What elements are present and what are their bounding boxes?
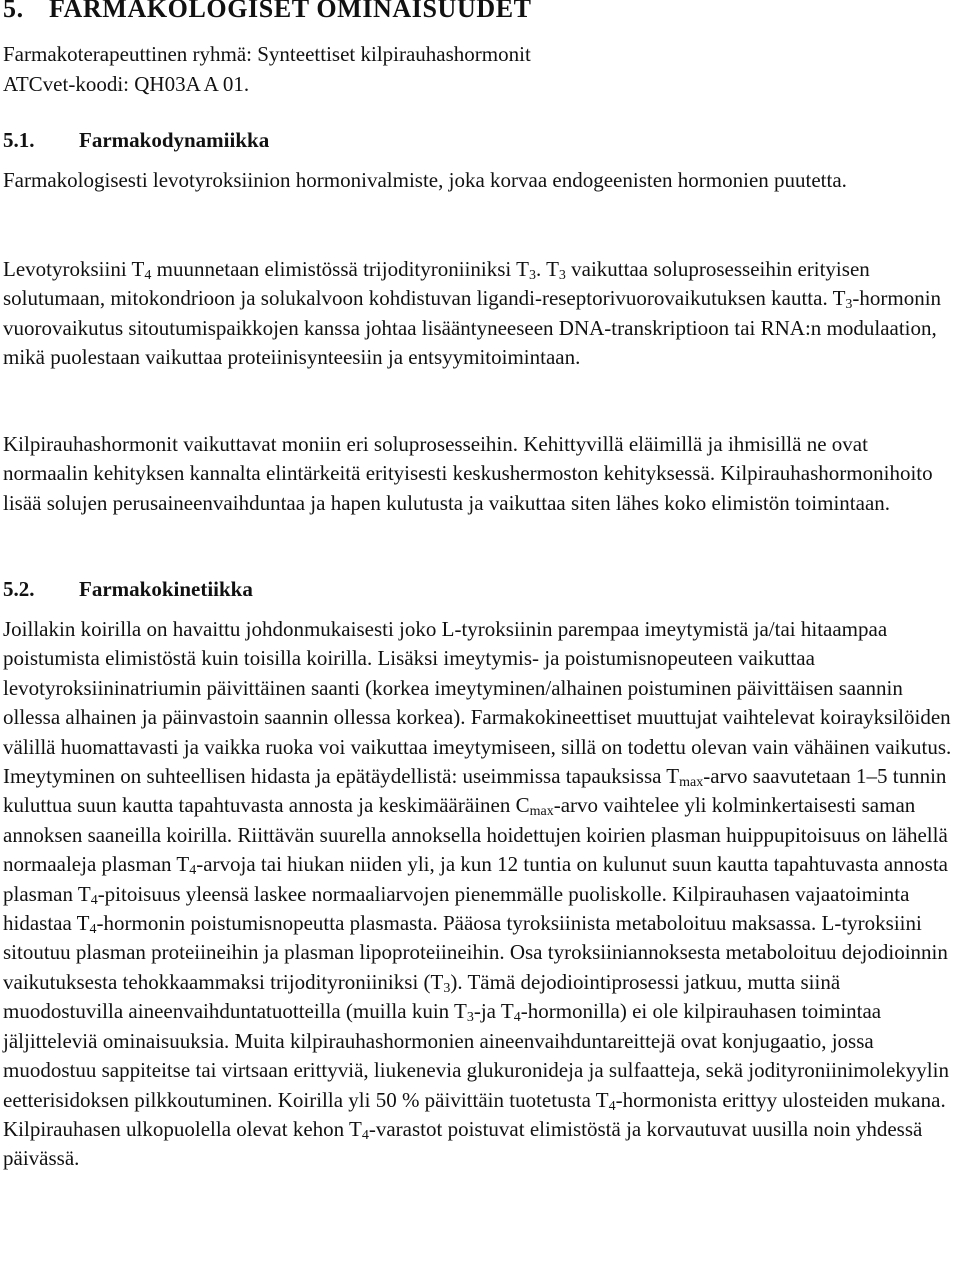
subsection-title: Farmakokinetiikka: [79, 577, 253, 601]
section-title: FARMAKOLOGISET OMINAISUUDET: [49, 0, 532, 23]
paragraph-mechanism: Levotyroksiini $T_4$ muunnetaan elimistössä trijodityroniiniksi $T_3$. $T_3$ vaikuttaa soluprosesseihin erityisen solutumaan, mitokondrioon ja solukalvoon kohdistuvan ligandi-reseptorivuorovaikutuksen kautta. $T_3$-hormonin vuorovaikutus sitoutumispaikkojen kanssa johtaa lisääntyneeseen DNA-transkriptioon tai RNA:n modulaation, mikä puolestaan vaikuttaa proteiinisynteesiin ja entsyymitoimintaan.: [3, 257, 942, 370]
subsection-heading-5-2: [3, 575, 253, 604]
section-number: 5.: [3, 0, 24, 23]
subsection-number: 5.1.: [3, 128, 35, 152]
paragraph-pharmacokinetics: Joillakin koirilla on havaittu johdonmukaisesti joko L-tyroksiinin parempaa imeytymistä ja/tai hitaampaa poistumista elimistöstä kuin toisilla koirilla. Lisäksi imeytymis- ja poistumisnopeuteen vaikuttaa levotyroksiininatriumin päivittäinen saanti (korkea imeytyminen/alhainen poistuminen päivittäisen saannin ollessa alhainen ja päinvastoin saannin ollessa korkea). Farmakokineettiset muuttujat vaihtelevat koirayksilöiden välillä huomattavasti ja vaikka ruoka voi vaikuttaa imeytymiseen, sillä on todettu olevan vain vähäinen vaikutus. Imeytyminen on suhteellisen hidasta ja epätäydellistä: useimmissa tapauksissa $T_{max}$-arvo saavutetaan 1–5 tunnin kuluttua suun kautta tapahtuvasta annosta ja keskimääräinen $C_{max}$-arvo vaihtelee yli kolminkertaisesti saman annoksen saaneilla koirilla. Riittävän suurella annoksella hoidettujen koirien plasman huippupitoisuus on lähellä normaaleja plasman $T_4$-arvoja tai hiukan niiden yli, ja kun 12 tuntia on kulunut suun kautta tapahtuvasta annosta plasman $T_4$-pitoisuus yleensä laskee normaaliarvojen pienemmälle puoliskolle. Kilpirauhasen vajaatoiminta hidastaa $T_4$-hormonin poistumisnopeutta plasmasta. Pääosa tyroksiinista metaboloituu maksassa. L-tyroksiini sitoutuu plasman proteiineihin ja plasman lipoproteiineihin. Osa tyroksiiniannoksesta metaboloituu dejodioinnin vaikutuksesta tehokkaammaksi trijodityroniiniksi $(T_3)$. Tämä dejodiointiprosessi jatkuu, mutta siinä muodostuvilla aineenvaihduntatuotteilla (muilla kuin $T_3-ja$ $T_4-hormonilla$) ei ole kilpirauhasen toimintaa jäljitteleviä ominaisuuksia. Muita kilpirauhashormonien aineenvaihduntareittejä ovat konjugaatio, jossa muodostuu sappiteitse tai virtsaan erittyviä, liukenevia glukuronideja ja sulfaatteja, sekä jodityroniinimolekyylin eetterisidoksen pilkkoutuminen. Koirilla yli 50 % päivittäin tuotetusta $T_4$-hormonista erittyy ulosteiden mukana. Kilpirauhasen ulkopuolella olevat kehon $T_4$-varastot poistuvat elimistöstä ja korvautuvat uusilla noin yhdessä päivässä.: [3, 617, 952, 1171]
atcvet-code-line: ATCvet-koodi: QH03A A 01.: [3, 72, 250, 96]
section-heading: [3, 0, 532, 24]
paragraph-cellular-effects: Kilpirauhashormonit vaikuttavat moniin eri soluprosesseihin. Kehittyvillä eläimillä ja ihmisillä ne ovat normaalin kehityksen kannalta elintärkeitä erityisesti keskushermoston kehityksessä. Kilpirauhashormonihoito lisää solujen perusaineenvaihduntaa ja hapen kulutusta ja vaikuttaa siten lähes koko elimistön toimintaan.: [3, 432, 933, 515]
subsection-title: Farmakodynamiikka: [79, 128, 270, 152]
subsection-number: 5.2.: [3, 577, 35, 601]
paragraph-hormone-replacement: Farmakologisesti levotyroksiinion hormonivalmiste, joka korvaa endogeenisten hormonien puutetta.: [3, 168, 847, 192]
subsection-heading-5-1: [3, 126, 269, 155]
therapeutic-group-line: Farmakoterapeuttinen ryhmä: Synteettiset kilpirauhashormonit: [3, 42, 531, 66]
